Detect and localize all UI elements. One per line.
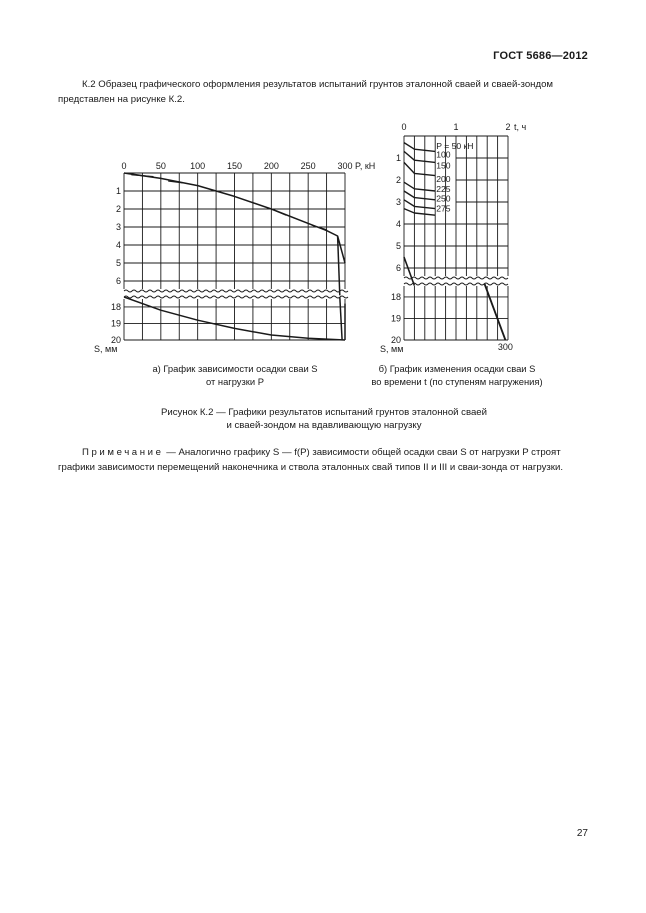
- y-tick-label: 4: [115, 240, 121, 250]
- x-tick-label: 200: [263, 161, 279, 171]
- y-tick-label: 1: [395, 153, 401, 163]
- load-step-300-bottom: [485, 284, 506, 340]
- axis-break-line: [404, 277, 508, 279]
- settlement-time-chart: [376, 118, 546, 358]
- x-axis-unit: P, кН: [355, 161, 376, 171]
- load-step-curve: [404, 143, 435, 152]
- axis-break-line: [124, 296, 348, 298]
- right-chart-tick-labels: [380, 122, 527, 354]
- load-step-curve: [404, 191, 435, 200]
- y-tick-label: 4: [395, 219, 401, 229]
- right-caption-line2: во времени t (по ступеням нагружения): [371, 375, 543, 387]
- x-tick-label: 2: [505, 122, 511, 132]
- axis-break-line: [124, 290, 348, 292]
- x-tick-label: 0: [121, 161, 127, 171]
- note-text: — Аналогично графику S — f(P) зависимости общей осадки сваи S от нагрузки P строят графики зависимости перемещений наконечника и ствола эталонных свай типов II и III и сваи-зонда от нагрузки.: [58, 447, 564, 473]
- x-tick-label: 1: [453, 122, 459, 132]
- y-axis-unit: S, мм: [94, 344, 118, 354]
- y-tick-label: 6: [395, 263, 401, 273]
- x-tick-label: 100: [190, 161, 206, 171]
- load-label: 200: [436, 173, 451, 184]
- y-tick-label: 1: [115, 186, 121, 196]
- y-tick-label: 20: [390, 335, 401, 345]
- x-tick-label: 300: [337, 161, 353, 171]
- document-code: ГОСТ 5686—2012: [493, 50, 588, 62]
- right-chart-curves: [404, 140, 505, 340]
- y-tick-label: 5: [395, 241, 401, 251]
- load-label-300: 300: [497, 342, 513, 352]
- left-caption-line1: а) График зависимости осадки сваи S: [152, 363, 318, 374]
- load-step-300-top: [404, 257, 414, 286]
- x-tick-label: 250: [300, 161, 316, 171]
- x-axis-unit: t, ч: [514, 122, 527, 132]
- load-step-curve: [404, 200, 435, 209]
- load-step-curve: [404, 209, 435, 216]
- right-chart-caption: [362, 363, 552, 388]
- axis-break-line: [404, 283, 508, 285]
- load-label: 275: [436, 203, 451, 214]
- load-settlement-chart: [92, 155, 376, 355]
- y-tick-label: 5: [115, 258, 121, 268]
- x-tick-label: 0: [401, 122, 407, 132]
- load-step-curve: [404, 151, 435, 162]
- y-tick-label: 19: [110, 318, 121, 329]
- y-axis-unit: S, мм: [380, 344, 404, 354]
- load-label: P = 50 кН: [436, 140, 474, 151]
- intro-paragraph: К.2 Образец графического оформления результатов испытаний грунтов эталонной сваей и сваей-зондом представлен на рисунке К.2.: [58, 79, 554, 105]
- load-label: 100: [436, 149, 451, 160]
- x-tick-label: 150: [226, 161, 243, 171]
- x-tick-label: 50: [155, 161, 166, 171]
- y-tick-label: 19: [390, 313, 401, 324]
- left-caption-line2: от нагрузки P: [205, 375, 264, 387]
- left-chart-grid: [124, 173, 348, 340]
- y-tick-label: 3: [115, 222, 121, 232]
- load-step-curve: [404, 162, 435, 175]
- y-tick-label: 18: [390, 291, 401, 302]
- figure-caption-line2: и сваей-зондом на вдавливающую нагрузку: [226, 420, 422, 431]
- note-paragraph: [58, 446, 590, 475]
- y-tick-label: 20: [110, 335, 121, 345]
- y-tick-label: 18: [110, 301, 121, 312]
- y-tick-label: 6: [115, 276, 121, 286]
- right-caption-line1: б) График изменения осадки сваи S: [378, 363, 536, 374]
- load-label: 225: [436, 183, 451, 194]
- step-marker: [271, 209, 286, 215]
- left-chart-caption: [130, 363, 340, 388]
- load-step-curve: [404, 182, 435, 191]
- note-label: Примечание: [82, 447, 164, 458]
- right-chart-grid: [404, 136, 508, 340]
- drop-segment: [340, 297, 342, 340]
- figure-caption: [58, 406, 590, 432]
- y-tick-label: 2: [115, 204, 121, 214]
- y-tick-label: 2: [395, 175, 401, 185]
- figure-caption-line1: Рисунок К.2 — Графики результатов испытаний грунтов эталонной сваей: [160, 407, 488, 418]
- y-tick-label: 3: [395, 197, 401, 207]
- load-label: 150: [436, 160, 451, 171]
- load-label: 250: [436, 193, 451, 204]
- page-number: 27: [576, 828, 588, 839]
